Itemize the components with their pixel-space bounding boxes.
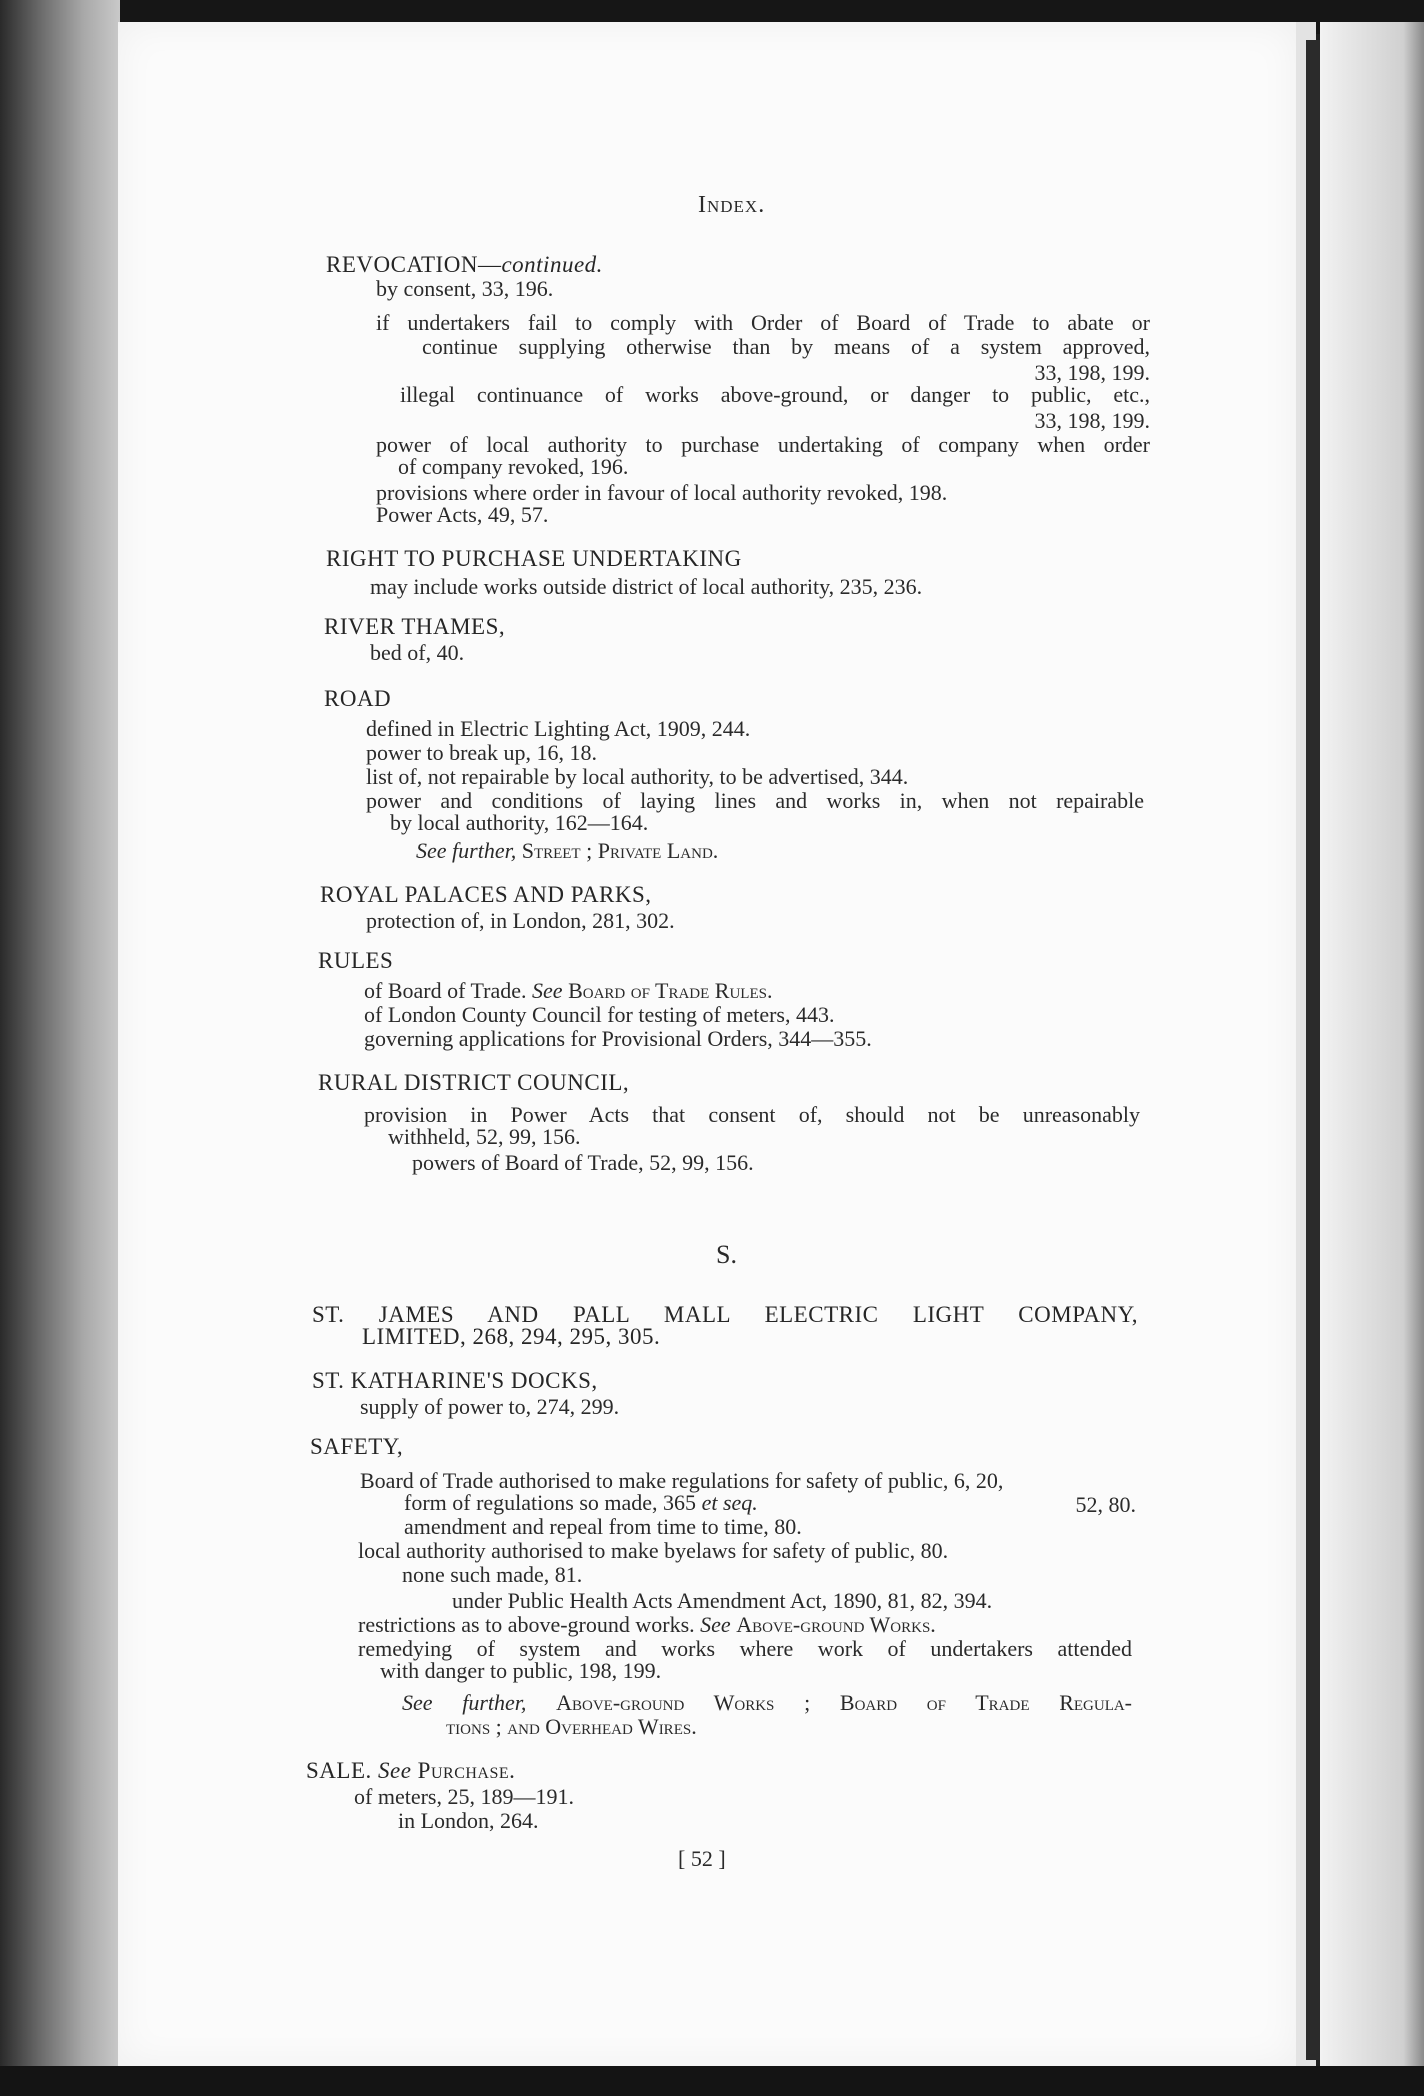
entry-line: power to break up, 16, 18.: [366, 740, 597, 765]
entry-line: 52, 80.: [1075, 1492, 1136, 1517]
see-further-safety-line2: tions ; and Overhead Wires.: [446, 1714, 697, 1739]
entry-heading-safety: SAFETY,: [310, 1434, 404, 1459]
scan-bottom-border: [0, 2066, 1424, 2096]
entry-line: with danger to public, 198, 199.: [380, 1658, 662, 1683]
entry-heading-royal-palaces: ROYAL PALACES AND PARKS,: [320, 882, 652, 907]
entry-line: Power Acts, 49, 57.: [376, 502, 549, 527]
section-letter-s: S.: [716, 1240, 737, 1269]
entry-heading-rural-district-council: RURAL DISTRICT COUNCIL,: [318, 1070, 630, 1095]
entry-heading-st-katharines: ST. KATHARINE'S DOCKS,: [312, 1368, 598, 1393]
entry-line: under Public Health Acts Amendment Act, 1890, 81, 82, 394.: [452, 1588, 993, 1613]
entry-line: of London County Council for testing of meters, 443.: [364, 1002, 835, 1027]
entry-heading-river-thames: RIVER THAMES,: [324, 614, 506, 639]
entry-line: Board of Trade authorised to make regulations for safety of public, 6, 20,: [360, 1468, 1004, 1493]
entry-heading-road: ROAD: [324, 686, 392, 711]
entry-line: defined in Electric Lighting Act, 1909, 244.: [366, 716, 751, 741]
entry-line: provisions where order in favour of local authority revoked, 198.: [376, 480, 948, 505]
entry-line: by consent, 33, 196.: [376, 276, 554, 301]
entry-heading-st-james-line2: LIMITED, 268, 294, 295, 305.: [362, 1324, 661, 1349]
entry-line: local authority authorised to make byelaws for safety of public, 80.: [358, 1538, 949, 1563]
entry-line: continue supplying otherwise than by means of a system approved,: [422, 334, 1150, 359]
entry-line: form of regulations so made, 365 et seq.: [404, 1490, 758, 1515]
entry-line: power of local authority to purchase undertaking of company when order: [376, 432, 1150, 457]
entry-line: withheld, 52, 99, 156.: [388, 1124, 581, 1149]
entry-line: of Board of Trade. See Board of Trade Rules.: [364, 978, 773, 1003]
entry-line: power and conditions of laying lines and works in, when not repairable: [366, 788, 1144, 813]
entry-line: none such made, 81.: [402, 1562, 583, 1587]
entry-line: if undertakers fail to comply with Order of Board of Trade to abate or: [376, 310, 1150, 335]
entry-heading-right-to-purchase: RIGHT TO PURCHASE UNDERTAKING: [326, 546, 742, 571]
entry-line: protection of, in London, 281, 302.: [366, 908, 675, 933]
book-spine-edge: [0, 0, 120, 2096]
entry-line: by local authority, 162—164.: [390, 810, 649, 835]
entry-line: restrictions as to above-ground works. See Above-ground Works.: [358, 1612, 936, 1637]
entry-heading-sale: SALE. See Purchase.: [306, 1758, 516, 1783]
entry-line: in London, 264.: [398, 1808, 539, 1833]
entry-line: governing applications for Provisional Orders, 344—355.: [364, 1026, 872, 1051]
entry-heading-revocation: REVOCATION—continued.: [326, 252, 603, 277]
entry-line: of meters, 25, 189—191.: [354, 1784, 574, 1809]
entry-line: bed of, 40.: [370, 640, 465, 665]
entry-heading-rules: RULES: [318, 948, 394, 973]
entry-line: list of, not repairable by local authority, to be advertised, 344.: [366, 764, 909, 789]
see-further-safety: See further, Above-ground Works ; Board of Trade Regula-: [402, 1690, 1133, 1715]
entry-line: provision in Power Acts that consent of, should not be unreasonably: [364, 1102, 1140, 1127]
entry-line: powers of Board of Trade, 52, 99, 156.: [412, 1150, 754, 1175]
entry-line: may include works outside district of local authority, 235, 236.: [370, 574, 923, 599]
next-page-sliver: [1320, 22, 1424, 2096]
page-number: [ 52 ]: [678, 1846, 726, 1871]
next-page-gutter: [1306, 40, 1320, 2060]
entry-line: supply of power to, 274, 299.: [360, 1394, 620, 1419]
entry-line: remedying of system and works where work of undertakers attended: [358, 1636, 1132, 1661]
entry-line: of company revoked, 196.: [398, 454, 629, 479]
entry-line: illegal continuance of works above-ground, or danger to public, etc.,: [400, 382, 1150, 407]
entry-heading-st-james: ST. JAMES AND PALL MALL ELECTRIC LIGHT COMPANY,: [312, 1302, 1138, 1327]
entry-line: amendment and repeal from time to time, 80.: [404, 1514, 802, 1539]
entry-line: 33, 198, 199.: [1034, 360, 1150, 385]
see-further-road: See further, Street ; Private Land.: [416, 838, 719, 863]
page-title: Index.: [698, 192, 766, 218]
entry-line: 33, 198, 199.: [1034, 408, 1150, 433]
